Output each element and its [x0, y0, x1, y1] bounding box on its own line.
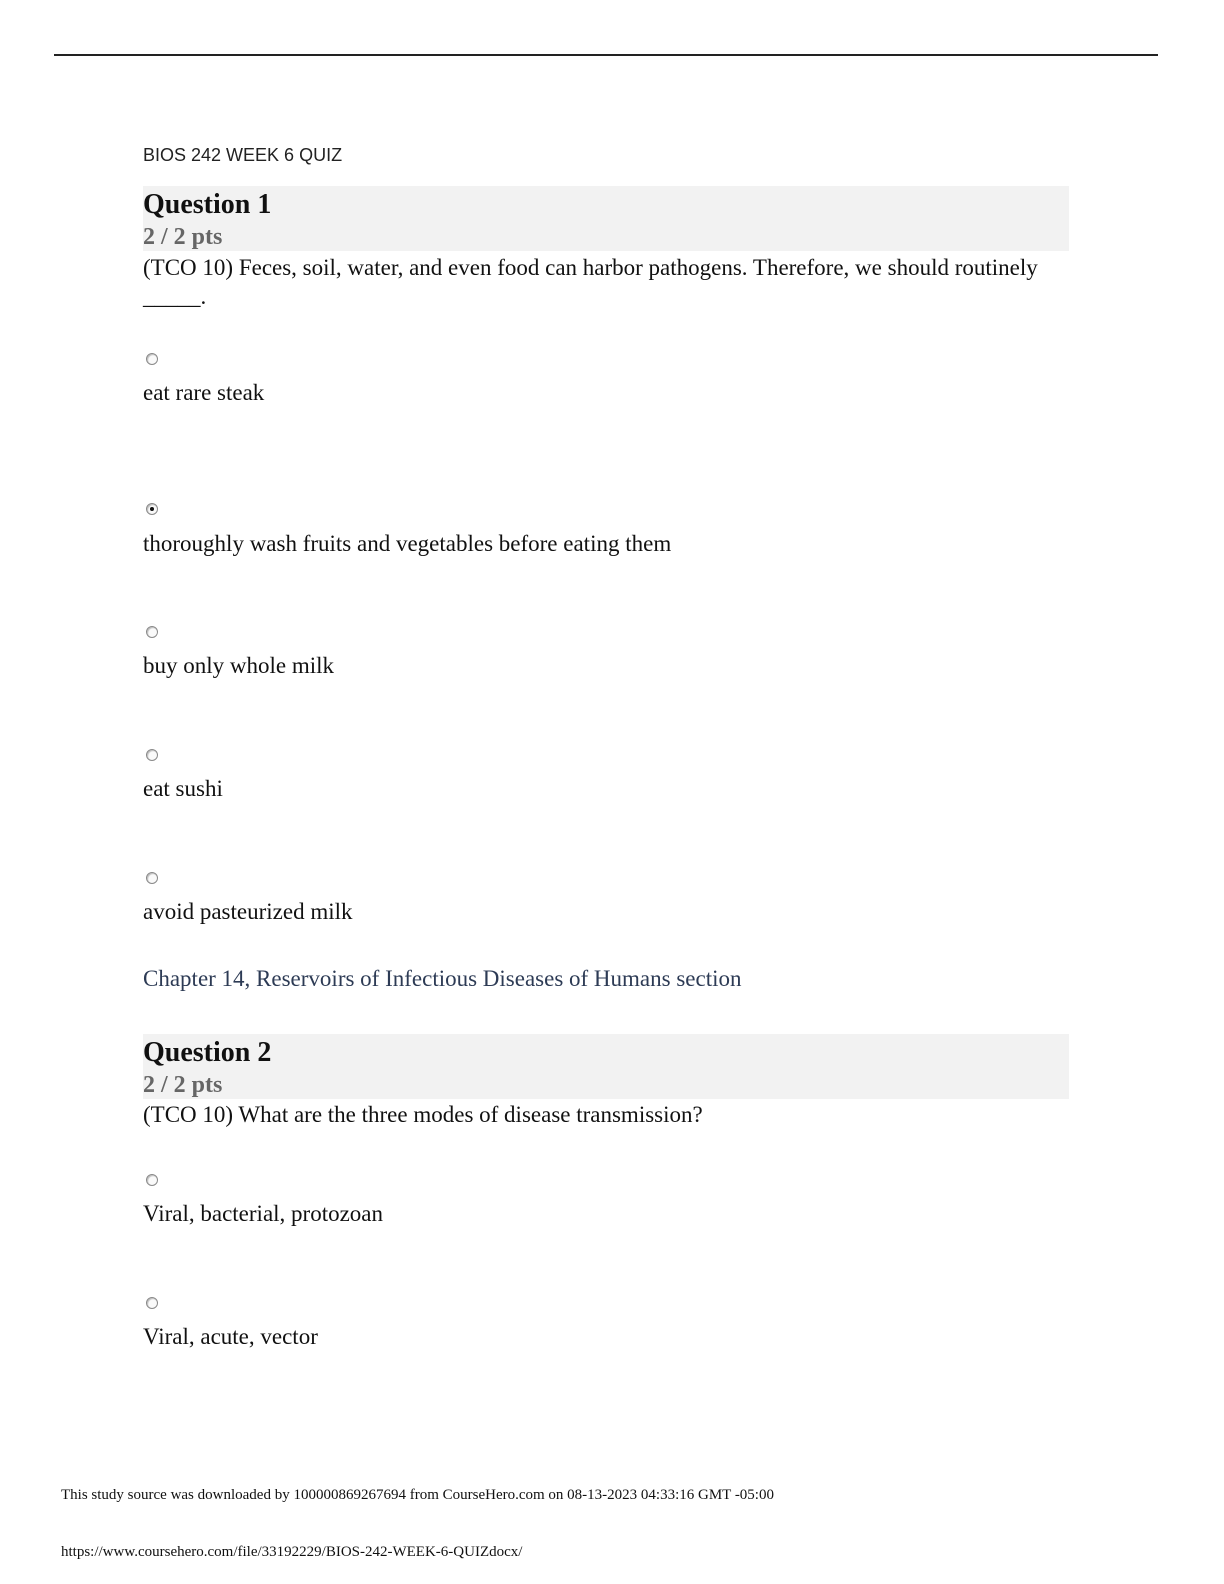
question-1-option-4-radio[interactable] — [146, 749, 158, 761]
question-1-option-1-label: eat rare steak — [143, 380, 265, 405]
question-2-option-2-label: Viral, acute, vector — [143, 1324, 318, 1349]
document-title: BIOS 242 WEEK 6 QUIZ — [143, 145, 343, 165]
question-1-option-2-label: thoroughly wash fruits and vegetables before eating them — [143, 531, 672, 556]
question-1-option-5-radio[interactable] — [146, 872, 158, 884]
question-1-option-2-radio[interactable] — [146, 503, 158, 515]
question-1-option-3-radio[interactable] — [146, 626, 158, 638]
question-2-option-1-radio[interactable] — [146, 1174, 158, 1186]
question-2-title: Question 2 — [143, 1037, 272, 1068]
question-2-option-1-label: Viral, bacterial, protozoan — [143, 1201, 384, 1226]
question-2-option-2-radio[interactable] — [146, 1297, 158, 1309]
question-1-title: Question 1 — [143, 189, 272, 220]
question-1-reference: Chapter 14, Reservoirs of Infectious Diseases of Humans section — [143, 966, 742, 991]
question-2-text: (TCO 10) What are the three modes of disease transmission? — [143, 1102, 703, 1127]
footer-source-line: This study source was downloaded by 100000869267694 from CourseHero.com on 08-13-2023 04:33:16 GMT -05:00 — [61, 1487, 774, 1503]
footer-url-link[interactable]: https://www.coursehero.com/file/33192229/BIOS-242-WEEK-6-QUIZdocx/ — [61, 1544, 523, 1560]
question-2-header — [143, 1034, 1069, 1099]
question-1-option-3-label: buy only whole milk — [143, 653, 335, 678]
question-1-option-1-radio[interactable] — [146, 353, 158, 365]
question-1-text: (TCO 10) Feces, soil, water, and even food can harbor pathogens. Therefore, we should routinely _____. — [143, 255, 1038, 309]
question-2-points: 2 / 2 pts — [143, 1072, 223, 1098]
question-1-header — [143, 186, 1069, 251]
question-1-points: 2 / 2 pts — [143, 224, 223, 250]
top-divider — [54, 54, 1158, 56]
question-1-option-4-label: eat sushi — [143, 776, 223, 801]
question-1-option-5-label: avoid pasteurized milk — [143, 899, 353, 924]
